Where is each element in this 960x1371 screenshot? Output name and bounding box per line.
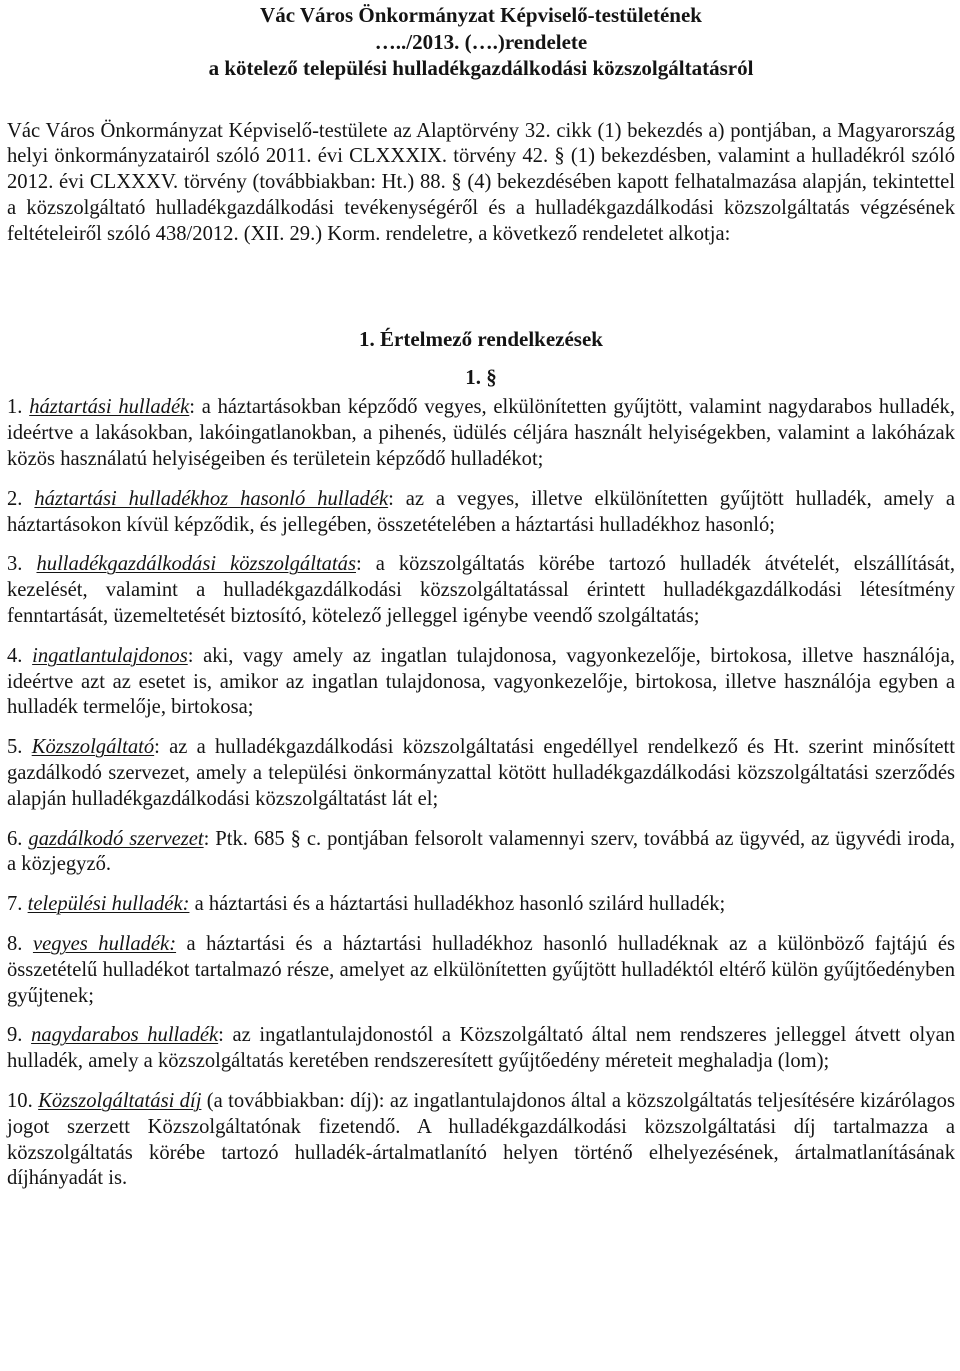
header-line-1: Vác Város Önkormányzat Képviselő-testületének [260, 3, 702, 27]
definition-term: ingatlantulajdonos [32, 644, 188, 667]
definition-term: vegyes hulladék: [32, 933, 177, 956]
definition-term: települési hulladék: [27, 893, 190, 916]
definition-number: 6. [7, 827, 23, 850]
definition-item [7, 552, 955, 629]
definition-number: 4. [7, 644, 23, 667]
definition-number: 3. [7, 553, 23, 576]
section-title: 1. Értelmező rendelkezések [359, 327, 603, 352]
definition-number: 7. [7, 893, 23, 916]
regulation-header [7, 2, 955, 82]
definition-number: 10. [7, 1090, 33, 1113]
definition-number: 2. [7, 487, 23, 510]
definition-item [7, 892, 955, 918]
definition-item [7, 487, 955, 539]
definition-text: a háztartási és a háztartási hulladékhoz hasonló szilárd hulladék; [189, 893, 726, 916]
definition-text: : az a vegyes, illetve elkülönítetten gyűjtött hulladék, amely a háztartásokon kívül képződik, és jellegében, összetételében a háztartási hulladékhoz hasonló; [7, 487, 955, 536]
definition-number: 5. [7, 736, 23, 759]
definition-text: (a továbbiakban: díj): az ingatlantulajdonos által a közszolgáltatás teljesítésére kizárólagos jogot szerzett Közszolgáltatónak fizetendő. A hulladékgazdálkodási közszolgáltatási díj tartalmazza a közszolgáltatás körébe tartozó hulladék-ártalmatlanító helyen történő elhelyezésének, ártalmatlanításának díjhányadát is. [7, 1090, 955, 1190]
definition-text: : az a hulladékgazdálkodási közszolgáltatási engedéllyel rendelkező és Ht. szerint minősített gazdálkodó szervezet, amely a települési önkormányzattal kötött hulladékgazdálkodási közszolgáltatási szerződés alapján hulladékgazdálkodási közszolgáltatást lát el; [7, 736, 956, 810]
definition-item [7, 932, 955, 1009]
definition-text: : aki, vagy amely az ingatlan tulajdonosa, vagyonkezelője, birtokosa, illetve használója, ideértve azt az esetet is, amikor az ingatlan tulajdonosa, vagyonkezelője, birtokosa, illetve használója egyben a hulladék termelője, birtokosa; [7, 644, 955, 719]
document-page [7, 0, 955, 1206]
definition-text: : a közszolgáltatás körébe tartozó hulladék átvételét, elszállítását, kezelését, valamint a hulladékgazdálkodási közszolgáltatással érintett hulladékgazdálkodási létesítmény fenntartását, üzemeltetését biztosító, kötelező jelleggel igénybe veendő szolgáltatás; [7, 553, 955, 628]
definition-item [7, 644, 955, 721]
article-title: 1. § [465, 365, 497, 390]
definition-item [7, 1089, 955, 1192]
definition-term: nagydarabos hulladék [31, 1024, 219, 1047]
header-line-2: …../2013. (….)rendelete [374, 29, 588, 54]
definition-item [7, 395, 955, 472]
definition-term: Közszolgáltatási díj [38, 1090, 202, 1113]
header-line-3: a kötelező települési hulladékgazdálkodási közszolgáltatásról [208, 56, 754, 80]
definition-text: : az ingatlantulajdonostól a Közszolgáltató által nem rendszeres jelleggel átvett olyan hulladék, amely a közszolgáltatás keretében rendszeresített gyűjtőedény méreteit meghaladja (lom); [7, 1024, 956, 1073]
definition-list [7, 395, 955, 1192]
definition-number: 9. [7, 1024, 23, 1047]
preamble-paragraph: Vác Város Önkormányzat Képviselő-testülete az Alaptörvény 32. cikk (1) bekezdés a) pontjában, a Magyarország helyi önkormányzatairól szóló 2011. évi CLXXXIX. törvény 42. § (1) bekezdésben, valamint a hulladékról szóló 2012. évi CLXXXV. törvény (továbbiakban: Ht.) 88. § (4) bekezdésében kapott felhatalmazása alapján, tekintettel a közszolgáltató hulladékgazdálkodási tevékenységéről és a hulladékgazdálkodási közszolgáltatás végzésének feltételeiről szóló 438/2012. (XII. 29.) Korm. rendeletre, a következő rendeletet alkotja: [7, 119, 955, 245]
definition-text: : Ptk. 685 § c. pontjában felsorolt valamennyi szerv, továbbá az ügyvéd, az ügyvédi iroda, a közjegyző. [7, 827, 955, 876]
definition-item [7, 827, 955, 879]
definition-item [7, 735, 955, 812]
definition-term: háztartási hulladékhoz hasonló hulladék [34, 487, 389, 510]
definition-term: hulladékgazdálkodási közszolgáltatás [36, 553, 356, 576]
definition-number: 8. [7, 933, 23, 956]
definition-text: a háztartási és a háztartási hulladékhoz hasonló hulladéknak az a különböző fajtájú és összetételű hulladékot tartalmazó része, amelyet az elkülönítetten gyűjtött hulladéktól eltérő külön gyűjtőedényben gyűjtenek; [7, 933, 955, 1007]
definition-term: háztartási hulladék [29, 396, 190, 419]
definition-text: : a háztartásokban képződő vegyes, elkülönítetten gyűjtött, valamint nagydarabos hulladék, ideértve a lakásokban, lakóingatlanokban, a pihenés, üdülés céljára használt helyiségekben, valamint a lakóházak közös használatú helyiségeiben és területein képződő hulladékot; [7, 396, 955, 471]
definition-term: gazdálkodó szervezet [28, 827, 204, 850]
definition-item [7, 1023, 955, 1075]
definition-term: Közszolgáltató [31, 736, 155, 759]
definition-number: 1. [7, 396, 23, 419]
